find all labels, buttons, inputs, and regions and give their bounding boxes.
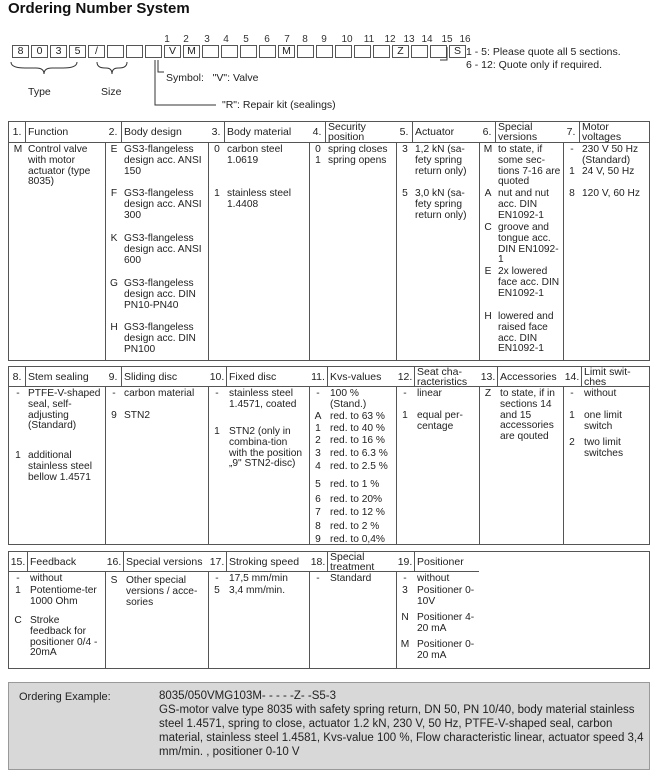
option-column bbox=[105, 367, 208, 544]
symbol-v-label: Symbol: "V": Valve bbox=[166, 72, 259, 84]
option-column bbox=[309, 122, 396, 360]
option-text: 24 V, 50 Hz bbox=[582, 166, 635, 177]
position-number: 4 bbox=[223, 34, 229, 45]
option-code: - bbox=[16, 388, 20, 399]
ordering-example bbox=[8, 682, 650, 770]
option-code: 5 bbox=[214, 585, 220, 596]
note-2: 6 - 12: Quote only if required. bbox=[466, 59, 602, 71]
option-code: N bbox=[401, 612, 409, 623]
option-column bbox=[208, 367, 309, 544]
code-cell: S bbox=[449, 45, 466, 58]
column-number: 15. bbox=[9, 552, 28, 571]
code-cell: Z bbox=[392, 45, 409, 58]
example-label: Ordering Example: bbox=[19, 691, 111, 703]
option-code: - bbox=[316, 573, 320, 584]
option-code: H bbox=[110, 322, 118, 333]
option-text: GS3-flangeless design acc. ANSI 300 bbox=[124, 188, 202, 221]
option-text: red. to 2 % bbox=[330, 521, 380, 532]
option-text: 100 % (Stand.) bbox=[330, 388, 367, 410]
code-cell: M bbox=[183, 45, 200, 58]
option-code: - bbox=[16, 573, 20, 584]
option-column bbox=[563, 367, 649, 544]
option-text: red. to 16 % bbox=[330, 435, 385, 446]
option-code: 3 bbox=[402, 144, 408, 155]
option-text: red. to 40 % bbox=[330, 423, 385, 434]
column-header bbox=[479, 367, 563, 387]
option-text: red. to 63 % bbox=[330, 411, 385, 422]
column-title: Limit swit-ches bbox=[584, 365, 631, 388]
column-header bbox=[396, 122, 479, 143]
column-title: Body material bbox=[227, 126, 292, 138]
option-text: GS3-flangeless design acc. ANSI 150 bbox=[124, 144, 202, 177]
position-number: 13 bbox=[403, 34, 415, 45]
option-code: K bbox=[110, 233, 118, 244]
column-header bbox=[208, 367, 309, 387]
column-header bbox=[9, 122, 105, 143]
column-title: Seat cha-racteristics bbox=[417, 365, 468, 388]
option-code: 8 bbox=[315, 521, 321, 532]
option-text: additional stainless steel bellow 1.4571 bbox=[28, 450, 92, 483]
column-title: Feedback bbox=[30, 555, 77, 568]
code-cell: 3 bbox=[50, 45, 67, 58]
option-code: - bbox=[570, 388, 574, 399]
column-title: Actuator bbox=[415, 126, 455, 138]
option-column bbox=[396, 122, 479, 360]
column-title: Body design bbox=[124, 126, 182, 138]
option-text: Positioner 0-10V bbox=[417, 585, 475, 607]
option-text: carbon material bbox=[124, 388, 195, 399]
option-column bbox=[396, 367, 479, 544]
column-title: Function bbox=[28, 126, 69, 138]
option-column bbox=[208, 122, 309, 360]
position-number: 2 bbox=[183, 34, 189, 45]
column-header bbox=[9, 552, 105, 572]
column-header bbox=[396, 552, 479, 572]
option-code: M bbox=[483, 144, 493, 155]
position-number: 15 bbox=[441, 34, 453, 45]
option-code: 7 bbox=[315, 507, 321, 518]
option-text: one limit switch bbox=[584, 410, 622, 432]
option-text: Positioner 4-20 mA bbox=[417, 612, 475, 634]
option-column bbox=[9, 552, 105, 668]
column-header bbox=[479, 122, 563, 143]
option-code: 5 bbox=[315, 479, 321, 490]
column-number: 12. bbox=[396, 367, 415, 386]
column-number: 8. bbox=[9, 367, 26, 386]
option-code: 1 bbox=[569, 166, 575, 177]
option-code: F bbox=[110, 188, 118, 199]
column-title: Fixed disc bbox=[229, 370, 277, 383]
option-column bbox=[9, 367, 105, 544]
option-text: without bbox=[30, 573, 63, 584]
position-number: 12 bbox=[384, 34, 396, 45]
option-column bbox=[563, 122, 649, 360]
option-code: S bbox=[110, 575, 118, 586]
option-code: 3 bbox=[315, 448, 321, 459]
position-number: 5 bbox=[243, 34, 249, 45]
column-number: 16. bbox=[105, 552, 124, 571]
option-code: 1 bbox=[214, 426, 220, 437]
column-title: Accessories bbox=[500, 370, 557, 383]
column-number: 6. bbox=[479, 122, 496, 142]
column-header bbox=[105, 367, 208, 387]
option-column bbox=[396, 552, 479, 668]
option-text: 3,4 mm/min. bbox=[229, 585, 286, 596]
option-text: to state, if some sec-tions 7-16 are quoted bbox=[498, 144, 561, 188]
column-header bbox=[396, 367, 479, 387]
column-title: Special versions bbox=[498, 121, 538, 143]
position-number: 7 bbox=[284, 34, 290, 45]
option-code: H bbox=[484, 311, 492, 322]
option-column bbox=[479, 367, 563, 544]
option-text: without bbox=[417, 573, 450, 584]
option-code: G bbox=[110, 278, 118, 289]
option-code: 3 bbox=[402, 585, 408, 596]
column-title: Stroking speed bbox=[229, 555, 300, 568]
example-text: GS-motor valve type 8035 with safety spring return, DN 50, PN 10/40, body material stainless steel 1.4571, spring to close, actuator 1.2 kN, 230 V, 50 Hz, PTFE-V-shaped seal, carbon material, stainless steel 1.4581, Kvs-value 100 %, Flow characteristic linear, actuator speed 3,4 mm/min. , positioner 0-10 V bbox=[159, 704, 644, 758]
column-number: 7. bbox=[563, 122, 580, 142]
option-text: red. to 20% bbox=[330, 494, 383, 505]
option-code: - bbox=[570, 144, 574, 155]
column-number: 10. bbox=[208, 367, 227, 386]
option-column bbox=[479, 122, 563, 360]
option-code: 2 bbox=[315, 435, 321, 446]
column-header bbox=[563, 122, 649, 143]
option-text: lowered and raised face acc. DIN EN1092-1 bbox=[498, 311, 554, 355]
position-number: 11 bbox=[363, 34, 375, 45]
option-text: GS3-flangeless design acc. DIN PN10-PN40 bbox=[124, 278, 196, 311]
option-code: M bbox=[13, 144, 23, 155]
option-code: - bbox=[403, 573, 407, 584]
column-number: 1. bbox=[9, 122, 26, 142]
option-text: red. to 12 % bbox=[330, 507, 385, 518]
type-label: Type bbox=[28, 86, 51, 98]
position-number: 10 bbox=[341, 34, 353, 45]
column-number: 17. bbox=[208, 552, 227, 571]
option-column bbox=[309, 367, 396, 544]
column-number: 13. bbox=[479, 367, 498, 386]
option-text: 230 V 50 Hz (Standard) bbox=[582, 144, 639, 166]
column-header bbox=[309, 367, 396, 387]
column-header bbox=[309, 122, 396, 143]
option-code: 4 bbox=[315, 461, 321, 472]
option-code: 1 bbox=[402, 410, 408, 421]
column-header bbox=[208, 122, 309, 143]
column-title: Kvs-values bbox=[330, 370, 382, 383]
option-code: 5 bbox=[402, 188, 408, 199]
option-code: A bbox=[314, 411, 322, 422]
option-text: 120 V, 60 Hz bbox=[582, 188, 640, 199]
option-text: 2x lowered face acc. DIN EN1092-1 bbox=[498, 266, 560, 299]
option-text: GS3-flangeless design acc. ANSI 600 bbox=[124, 233, 202, 266]
option-column bbox=[105, 552, 208, 668]
option-text: nut and nut acc. DIN EN1092-1 bbox=[498, 188, 549, 221]
column-number: 3. bbox=[208, 122, 225, 142]
option-text: groove and tongue acc. DIN EN1092-1 bbox=[498, 222, 559, 266]
option-code: - bbox=[215, 388, 219, 399]
position-number: 6 bbox=[264, 34, 270, 45]
column-header bbox=[9, 367, 105, 387]
option-code: 0 bbox=[315, 144, 321, 155]
option-text: without bbox=[584, 388, 617, 399]
option-text: Control valve with motor actuator (type 8035) bbox=[28, 144, 91, 188]
position-number: 1 bbox=[164, 34, 170, 45]
column-number: 2. bbox=[105, 122, 122, 142]
option-column bbox=[9, 122, 105, 360]
example-value bbox=[159, 689, 647, 759]
option-text: red. to 0,4% bbox=[330, 534, 385, 545]
option-text: stainless steel 1.4571, coated bbox=[229, 388, 297, 410]
option-text: carbon steel 1.0619 bbox=[227, 144, 283, 166]
option-text: linear bbox=[417, 388, 442, 399]
option-code: - bbox=[112, 388, 116, 399]
column-header bbox=[105, 122, 208, 143]
option-code: C bbox=[484, 222, 492, 233]
option-text: 1,2 kN (sa-fety spring return only) bbox=[415, 144, 467, 177]
option-code: 2 bbox=[569, 437, 575, 448]
code-cell: 0 bbox=[31, 45, 48, 58]
code-cell: V bbox=[164, 45, 181, 58]
code-cell: 8 bbox=[12, 45, 29, 58]
note-1: 1 - 5: Please quote all 5 sections. bbox=[466, 46, 621, 58]
option-text: spring closes bbox=[328, 144, 388, 155]
size-label: Size bbox=[101, 86, 122, 98]
option-code: C bbox=[14, 615, 22, 626]
option-code: E bbox=[110, 144, 118, 155]
position-number: 8 bbox=[302, 34, 308, 45]
column-header bbox=[563, 367, 649, 387]
option-text: two limit switches bbox=[584, 437, 624, 459]
option-text: red. to 6.3 % bbox=[330, 448, 388, 459]
options-table-2 bbox=[8, 366, 650, 545]
page-title: Ordering Number System bbox=[8, 0, 190, 17]
options-table-1 bbox=[8, 121, 650, 361]
column-title: Special treatment bbox=[330, 550, 375, 573]
option-text: Standard bbox=[330, 573, 372, 584]
column-header bbox=[105, 552, 208, 572]
option-text: Positioner 0-20 mA bbox=[417, 639, 475, 661]
column-title: Special versions bbox=[126, 555, 203, 568]
symbol-r-label: "R": Repair kit (sealings) bbox=[222, 99, 336, 111]
option-column bbox=[208, 552, 309, 668]
option-column bbox=[309, 552, 396, 668]
option-text: PTFE-V-shaped seal, self-adjusting (Standard) bbox=[28, 388, 101, 432]
option-code: 1 bbox=[569, 410, 575, 421]
option-text: red. to 2.5 % bbox=[330, 461, 388, 472]
column-number: 18. bbox=[309, 552, 328, 571]
column-title: Stem sealing bbox=[28, 370, 89, 383]
column-number: 4. bbox=[309, 122, 326, 142]
column-header bbox=[309, 552, 396, 572]
column-number: 5. bbox=[396, 122, 413, 142]
code-cell: / bbox=[88, 45, 105, 58]
column-title: Sliding disc bbox=[124, 370, 178, 383]
option-code: 6 bbox=[315, 494, 321, 505]
options-table-3 bbox=[8, 551, 650, 669]
column-header bbox=[208, 552, 309, 572]
option-text: red. to 1 % bbox=[330, 479, 380, 490]
column-title: Security position bbox=[328, 121, 366, 143]
option-code: - bbox=[215, 573, 219, 584]
option-code: 9 bbox=[111, 410, 117, 421]
position-number: 16 bbox=[459, 34, 471, 45]
option-text: Other special versions / acce-sories bbox=[126, 575, 198, 608]
column-title: Motor voltages bbox=[582, 121, 622, 143]
option-text: stainless steel 1.4408 bbox=[227, 188, 291, 210]
column-number: 11. bbox=[309, 367, 328, 386]
option-code: 0 bbox=[214, 144, 220, 155]
code-cell: 5 bbox=[69, 45, 86, 58]
option-code: - bbox=[403, 388, 407, 399]
column-title: Positioner bbox=[417, 555, 464, 568]
example-code: 8035/050VMG103M- - - - -Z- -S5-3 bbox=[159, 690, 337, 702]
option-text: GS3-flangeless design acc. DIN PN100 bbox=[124, 322, 196, 355]
option-text: to state, if in sections 14 and 15 accessories are qouted bbox=[500, 388, 555, 443]
position-number: 14 bbox=[421, 34, 433, 45]
column-number: 9. bbox=[105, 367, 122, 386]
option-code: 1 bbox=[15, 585, 21, 596]
option-code: A bbox=[484, 188, 492, 199]
column-number: 14. bbox=[563, 367, 582, 386]
option-code: Z bbox=[484, 388, 492, 399]
option-text: STN2 (only in combina-tion with the position „9" STN2-disc) bbox=[229, 426, 303, 470]
option-text: STN2 bbox=[124, 410, 151, 421]
option-code: 8 bbox=[569, 188, 575, 199]
option-code: 1 bbox=[15, 450, 21, 461]
option-text: Stroke feedback for positioner 0/4 - 20mA bbox=[30, 615, 98, 659]
option-code: 1 bbox=[214, 188, 220, 199]
code-cell: M bbox=[278, 45, 295, 58]
option-code: M bbox=[400, 639, 410, 650]
option-text: 3,0 kN (sa-fety spring return only) bbox=[415, 188, 467, 221]
option-code: 9 bbox=[315, 534, 321, 545]
option-code: 1 bbox=[315, 423, 321, 434]
position-number: 3 bbox=[204, 34, 210, 45]
option-text: 17,5 mm/min bbox=[229, 573, 288, 584]
option-code: - bbox=[316, 388, 320, 399]
option-column bbox=[105, 122, 208, 360]
option-code: E bbox=[484, 266, 492, 277]
option-text: equal per-centage bbox=[417, 410, 463, 432]
option-text: Potentiome-ter 1000 Ohm bbox=[30, 585, 97, 607]
option-code: 1 bbox=[315, 155, 321, 166]
option-text: spring opens bbox=[328, 155, 387, 166]
position-number: 9 bbox=[321, 34, 327, 45]
column-number: 19. bbox=[396, 552, 415, 571]
